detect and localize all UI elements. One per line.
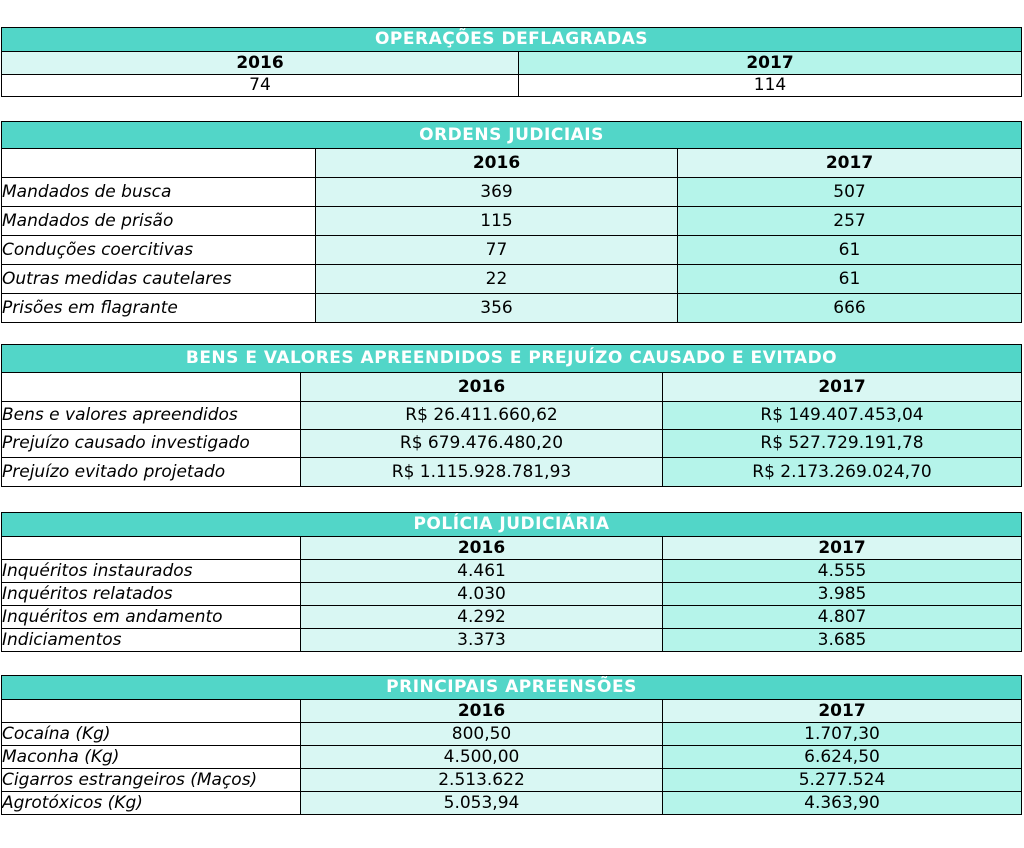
apreensoes-year-2016: 2016 — [301, 700, 663, 723]
row-label: Outras medidas cautelares — [2, 265, 316, 294]
policia-header-blank — [2, 537, 301, 560]
row-label: Inquéritos em andamento — [2, 606, 301, 629]
row-value-2016: 115 — [316, 207, 678, 236]
operacoes-value-2016: 74 — [2, 75, 519, 97]
bens-table — [1, 344, 1022, 487]
table-row — [2, 402, 1022, 430]
bens-header-blank — [2, 373, 301, 402]
row-value-2017: 1.707,30 — [663, 723, 1022, 746]
ordens-year-2017: 2017 — [678, 149, 1022, 178]
row-label: Conduções coercitivas — [2, 236, 316, 265]
operacoes-value-2017: 114 — [519, 75, 1022, 97]
row-value-2017: 61 — [678, 265, 1022, 294]
apreensoes-header-blank — [2, 700, 301, 723]
bens-title: BENS E VALORES APREENDIDOS E PREJUÍZO CAUSADO E EVITADO — [2, 345, 1022, 373]
ordens-title: ORDENS JUDICIAIS — [2, 122, 1022, 149]
policia-table — [1, 512, 1022, 652]
row-value-2017: 61 — [678, 236, 1022, 265]
apreensoes-title: PRINCIPAIS APREENSÕES — [2, 676, 1022, 700]
operacoes-year-2017: 2017 — [519, 52, 1022, 75]
row-label: Mandados de prisão — [2, 207, 316, 236]
row-label: Inquéritos relatados — [2, 583, 301, 606]
row-value-2017: R$ 149.407.453,04 — [663, 402, 1022, 430]
table-row — [2, 769, 1022, 792]
bens-year-2016: 2016 — [301, 373, 663, 402]
table-row — [2, 629, 1022, 652]
row-value-2017: 4.555 — [663, 560, 1022, 583]
row-label: Cigarros estrangeiros (Maços) — [2, 769, 301, 792]
row-value-2016: 4.461 — [301, 560, 663, 583]
ordens-header-blank — [2, 149, 316, 178]
apreensoes-year-2017: 2017 — [663, 700, 1022, 723]
row-value-2017: 507 — [678, 178, 1022, 207]
row-label: Indiciamentos — [2, 629, 301, 652]
table-row — [2, 430, 1022, 458]
table-row — [2, 294, 1022, 323]
row-label: Prejuízo causado investigado — [2, 430, 301, 458]
row-value-2017: 6.624,50 — [663, 746, 1022, 769]
row-value-2016: 369 — [316, 178, 678, 207]
row-value-2017: 666 — [678, 294, 1022, 323]
table-row — [2, 265, 1022, 294]
bens-year-2017: 2017 — [663, 373, 1022, 402]
table-row — [2, 723, 1022, 746]
operacoes-title: OPERAÇÕES DEFLAGRADAS — [2, 28, 1022, 52]
table-row — [2, 236, 1022, 265]
table-row — [2, 606, 1022, 629]
row-value-2016: 3.373 — [301, 629, 663, 652]
table-row — [2, 560, 1022, 583]
row-value-2016: R$ 1.115.928.781,93 — [301, 458, 663, 487]
policia-year-2017: 2017 — [663, 537, 1022, 560]
ordens-year-2016: 2016 — [316, 149, 678, 178]
row-value-2017: 3.985 — [663, 583, 1022, 606]
row-label: Prejuízo evitado projetado — [2, 458, 301, 487]
row-value-2016: 4.030 — [301, 583, 663, 606]
policia-year-2016: 2016 — [301, 537, 663, 560]
row-value-2017: R$ 2.173.269.024,70 — [663, 458, 1022, 487]
row-label: Mandados de busca — [2, 178, 316, 207]
operacoes-table — [1, 27, 1022, 97]
row-value-2017: 3.685 — [663, 629, 1022, 652]
row-label: Prisões em flagrante — [2, 294, 316, 323]
row-value-2016: 4.500,00 — [301, 746, 663, 769]
operacoes-year-2016: 2016 — [2, 52, 519, 75]
row-value-2017: R$ 527.729.191,78 — [663, 430, 1022, 458]
row-value-2016: 5.053,94 — [301, 792, 663, 815]
row-value-2017: 4.807 — [663, 606, 1022, 629]
table-row — [2, 583, 1022, 606]
row-value-2016: 22 — [316, 265, 678, 294]
table-row — [2, 458, 1022, 487]
row-label: Cocaína (Kg) — [2, 723, 301, 746]
table-row — [2, 207, 1022, 236]
apreensoes-table — [1, 675, 1022, 815]
table-row — [2, 792, 1022, 815]
table-row — [2, 746, 1022, 769]
row-value-2016: 2.513.622 — [301, 769, 663, 792]
row-value-2017: 257 — [678, 207, 1022, 236]
row-value-2017: 4.363,90 — [663, 792, 1022, 815]
row-label: Inquéritos instaurados — [2, 560, 301, 583]
ordens-table — [1, 121, 1022, 323]
table-row — [2, 178, 1022, 207]
row-label: Agrotóxicos (Kg) — [2, 792, 301, 815]
row-label: Bens e valores apreendidos — [2, 402, 301, 430]
row-value-2016: 4.292 — [301, 606, 663, 629]
row-value-2016: 356 — [316, 294, 678, 323]
row-label: Maconha (Kg) — [2, 746, 301, 769]
policia-title: POLÍCIA JUDICIÁRIA — [2, 513, 1022, 537]
row-value-2017: 5.277.524 — [663, 769, 1022, 792]
row-value-2016: R$ 26.411.660,62 — [301, 402, 663, 430]
row-value-2016: 800,50 — [301, 723, 663, 746]
row-value-2016: R$ 679.476.480,20 — [301, 430, 663, 458]
row-value-2016: 77 — [316, 236, 678, 265]
